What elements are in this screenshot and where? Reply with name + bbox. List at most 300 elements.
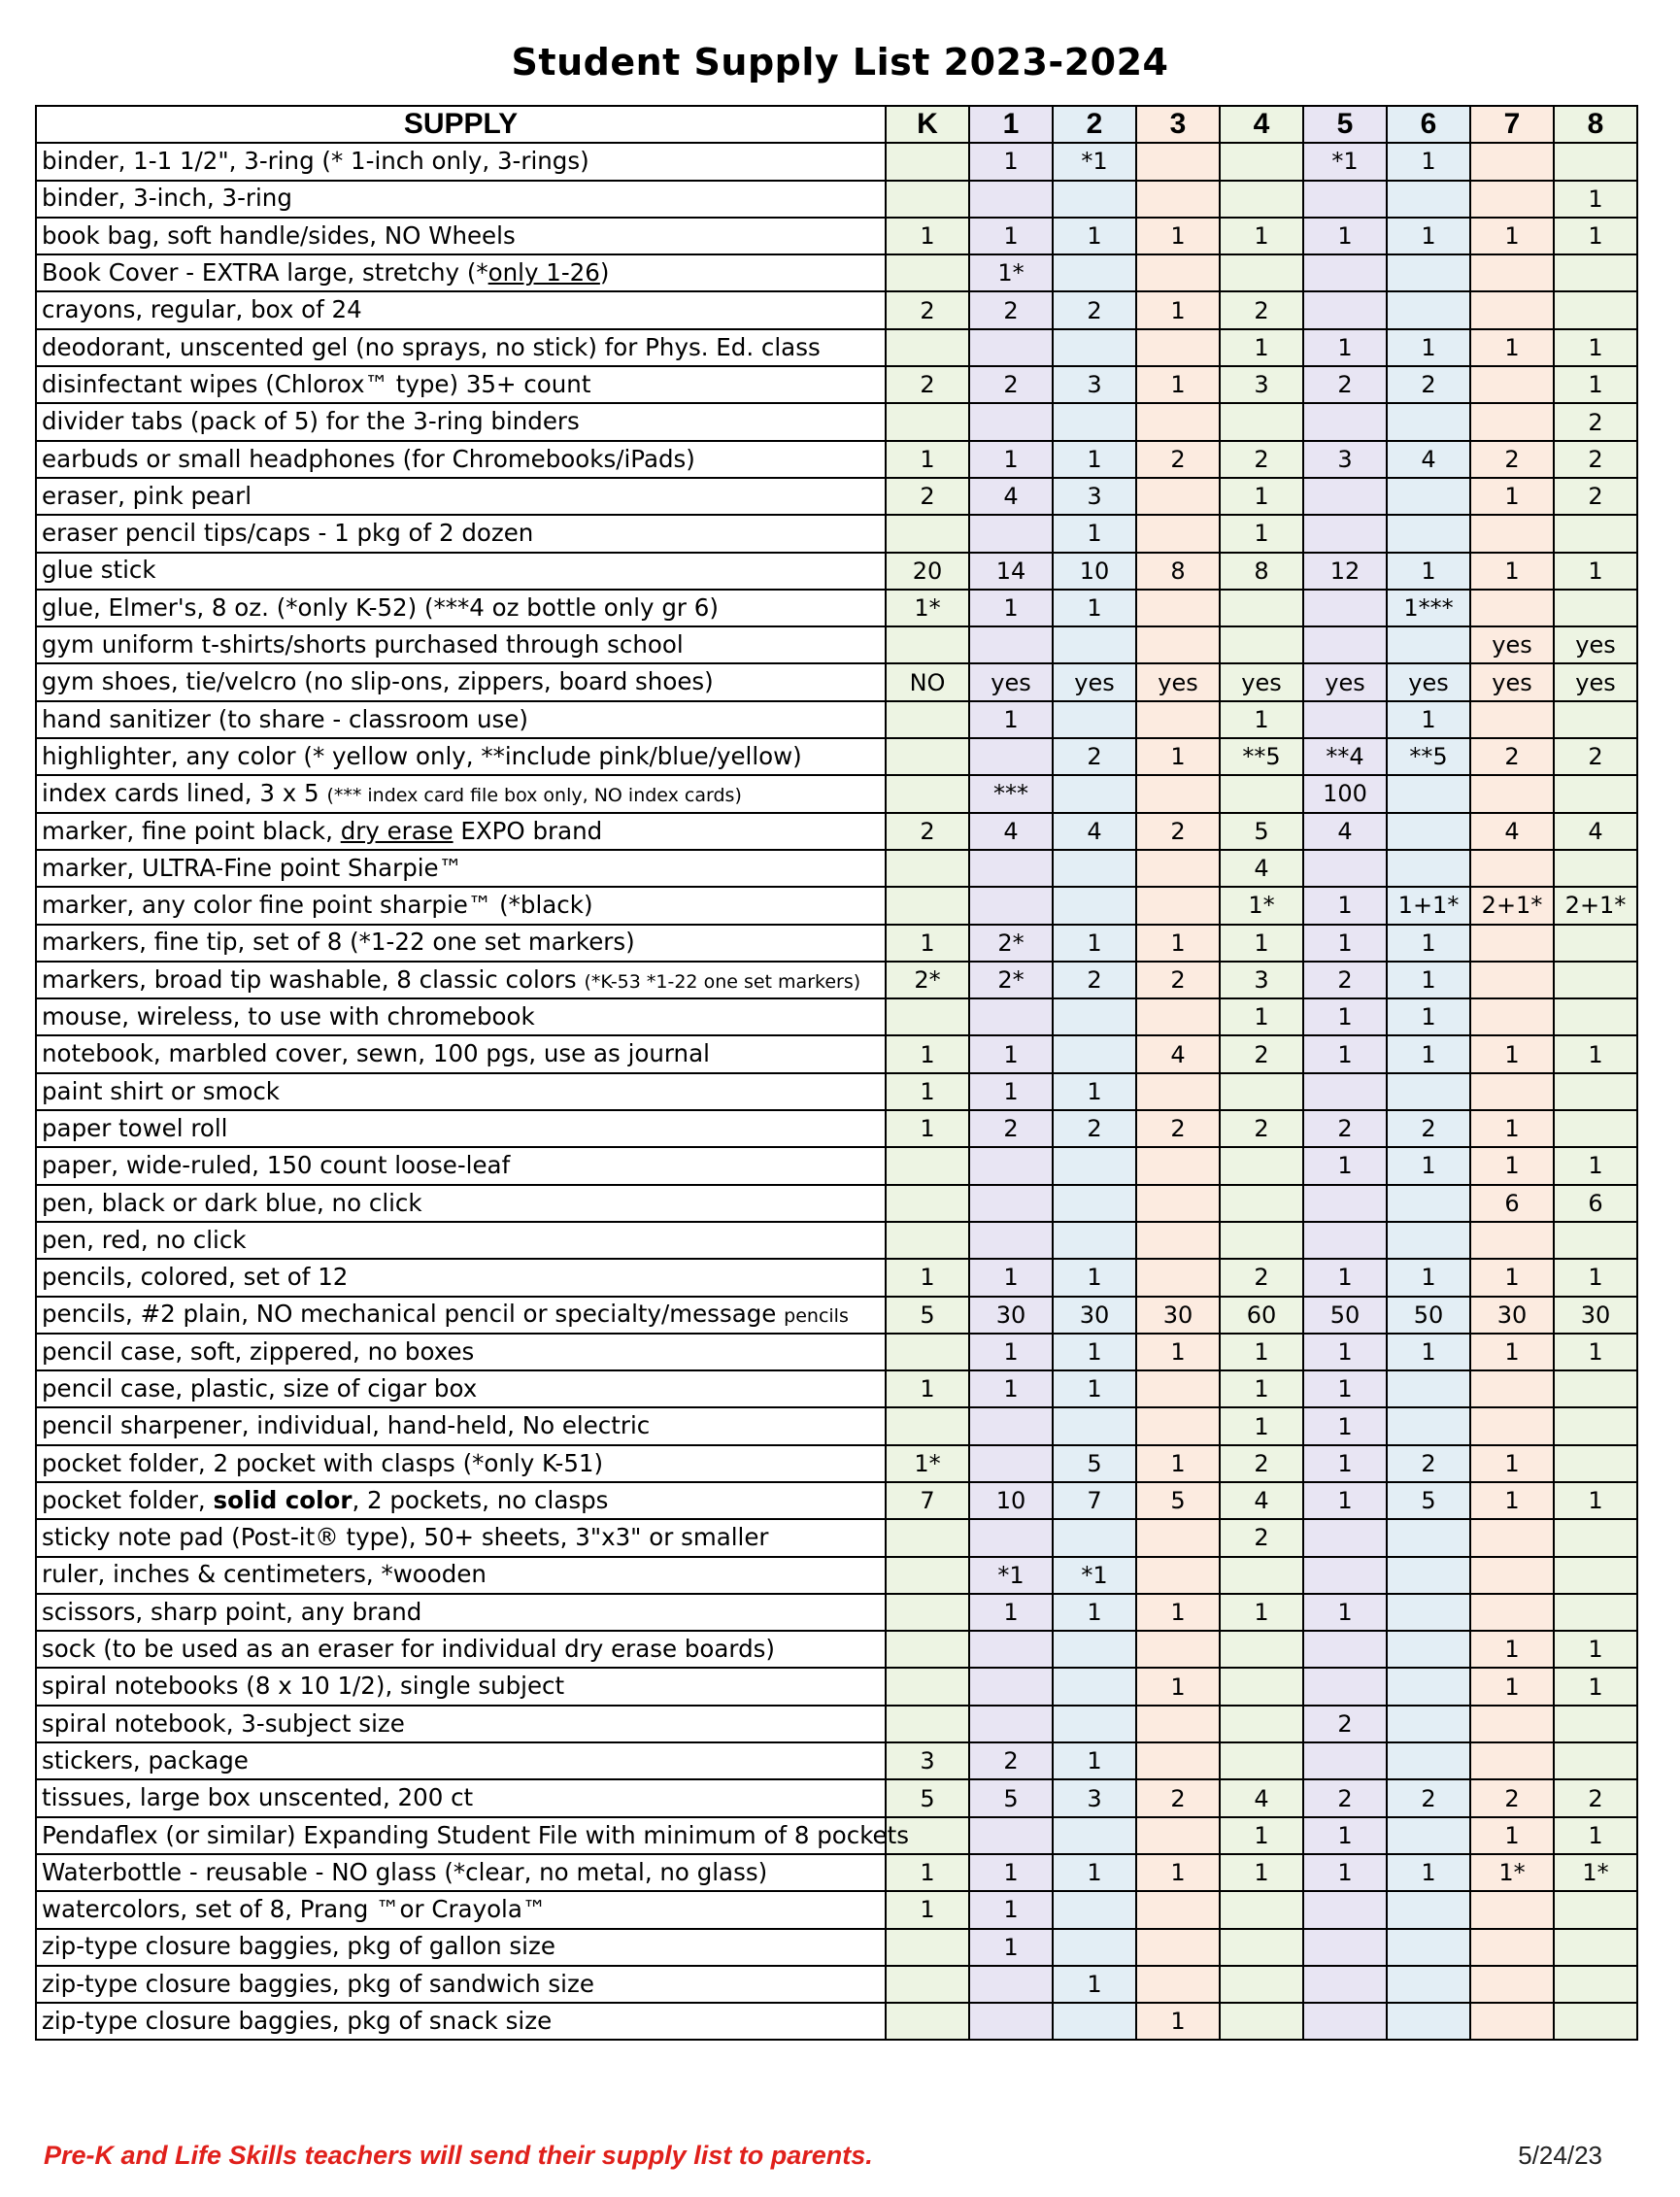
quantity-cell: 1 <box>1387 701 1470 738</box>
quantity-cell: 1 <box>1303 1370 1387 1407</box>
quantity-cell <box>1387 1370 1470 1407</box>
supply-item <box>36 1035 886 1072</box>
table-row <box>36 1966 1637 2003</box>
supply-item-text: paint shirt or smock <box>42 1076 280 1105</box>
quantity-cell <box>1387 1891 1470 1928</box>
quantity-cell <box>1303 291 1387 328</box>
quantity-cell <box>1554 1966 1637 2003</box>
quantity-cell: 5 <box>1220 813 1303 850</box>
quantity-cell <box>1470 1557 1554 1594</box>
table-row <box>36 1073 1637 1110</box>
quantity-cell: 2 <box>1220 291 1303 328</box>
quantity-cell: 1 <box>1303 1594 1387 1631</box>
quantity-cell: 1 <box>1220 1854 1303 1891</box>
quantity-cell: 1 <box>1470 1147 1554 1184</box>
supply-item-text: spiral notebooks (8 x 10 1/2), single subject <box>42 1672 565 1701</box>
quantity-cell <box>969 1631 1053 1668</box>
quantity-cell: 2 <box>1554 441 1637 478</box>
quantity-cell: 4 <box>1303 813 1387 850</box>
quantity-cell: 1 <box>1136 1854 1220 1891</box>
supply-item <box>36 1297 886 1334</box>
table-row <box>36 1891 1637 1928</box>
column-header-grade-6: 6 <box>1387 106 1470 143</box>
quantity-cell: 2 <box>1387 1779 1470 1816</box>
quantity-cell <box>1470 1370 1554 1407</box>
quantity-cell <box>1470 515 1554 552</box>
quantity-cell: yes <box>1136 663 1220 700</box>
quantity-cell <box>969 1185 1053 1222</box>
supply-item-text: tissues, large box unscented, 200 ct <box>42 1783 474 1812</box>
quantity-cell <box>1136 1706 1220 1742</box>
quantity-cell <box>1303 1185 1387 1222</box>
quantity-cell <box>1387 515 1470 552</box>
quantity-cell: 1 <box>1470 553 1554 590</box>
quantity-cell <box>1053 1631 1136 1668</box>
supply-item-text: eraser, pink pearl <box>42 481 252 510</box>
quantity-cell: 1 <box>1470 1035 1554 1072</box>
quantity-cell <box>1220 1668 1303 1705</box>
supply-item-text: paper, wide-ruled, 150 count loose-leaf <box>42 1151 511 1180</box>
supply-item-text: Pendaflex (or similar) Expanding Student File with minimum of 8 pockets <box>42 1820 910 1849</box>
quantity-cell <box>969 998 1053 1035</box>
quantity-cell <box>1470 775 1554 812</box>
table-row <box>36 403 1637 440</box>
quantity-cell: NO <box>886 663 969 700</box>
quantity-cell <box>1387 1073 1470 1110</box>
quantity-cell <box>1136 1817 1220 1854</box>
quantity-cell <box>1053 181 1136 218</box>
quantity-cell <box>969 1147 1053 1184</box>
quantity-cell: 1 <box>1470 1482 1554 1519</box>
table-row <box>36 1854 1637 1891</box>
quantity-cell: 1 <box>1470 478 1554 515</box>
quantity-cell: 1 <box>1303 1259 1387 1296</box>
quantity-cell: **5 <box>1220 738 1303 775</box>
quantity-cell: 8 <box>1220 553 1303 590</box>
supply-item <box>36 2003 886 2040</box>
quantity-cell <box>886 850 969 887</box>
quantity-cell <box>1136 1073 1220 1110</box>
quantity-cell: 1 <box>886 218 969 254</box>
table-row <box>36 1929 1637 1966</box>
quantity-cell: yes <box>1220 663 1303 700</box>
quantity-cell: yes <box>1470 626 1554 663</box>
supply-item-text: pencils, colored, set of 12 <box>42 1263 349 1292</box>
table-row <box>36 254 1637 291</box>
quantity-cell <box>1220 181 1303 218</box>
quantity-cell: 1 <box>1053 1370 1136 1407</box>
quantity-cell <box>1554 1929 1637 1966</box>
quantity-cell <box>886 1519 969 1556</box>
quantity-cell: 4 <box>1220 1779 1303 1816</box>
supply-item <box>36 925 886 962</box>
quantity-cell <box>1053 329 1136 366</box>
quantity-cell <box>1554 1370 1637 1407</box>
quantity-cell: 1 <box>969 1594 1053 1631</box>
quantity-cell: yes <box>1387 663 1470 700</box>
quantity-cell: 1 <box>969 1259 1053 1296</box>
quantity-cell: 2 <box>1554 478 1637 515</box>
supply-item-text: eraser pencil tips/caps - 1 pkg of 2 dozen <box>42 519 534 548</box>
table-row <box>36 1631 1637 1668</box>
quantity-cell: 1 <box>1554 1035 1637 1072</box>
table-row <box>36 1407 1637 1444</box>
quantity-cell <box>1053 1407 1136 1444</box>
quantity-cell: 1 <box>886 1110 969 1147</box>
supply-item <box>36 553 886 590</box>
quantity-cell: 1 <box>1220 329 1303 366</box>
supply-item <box>36 218 886 254</box>
quantity-cell <box>969 738 1053 775</box>
quantity-cell: 1 <box>1387 329 1470 366</box>
quantity-cell <box>1303 590 1387 626</box>
quantity-cell: 12 <box>1303 553 1387 590</box>
quantity-cell: 1 <box>1220 1334 1303 1370</box>
quantity-cell: 1 <box>1220 1407 1303 1444</box>
table-row <box>36 553 1637 590</box>
supply-item <box>36 1407 886 1444</box>
quantity-cell: 1 <box>1220 1817 1303 1854</box>
quantity-cell <box>1554 775 1637 812</box>
table-row <box>36 775 1637 812</box>
quantity-cell: 1* <box>1554 1854 1637 1891</box>
quantity-cell <box>969 1222 1053 1259</box>
quantity-cell: 2 <box>1220 1110 1303 1147</box>
supply-item <box>36 738 886 775</box>
quantity-cell <box>886 738 969 775</box>
quantity-cell <box>1387 1519 1470 1556</box>
quantity-cell: 1 <box>1470 1445 1554 1482</box>
quantity-cell: 1 <box>1303 1854 1387 1891</box>
supply-item-text: notebook, marbled cover, sewn, 100 pgs, use as journal <box>42 1039 710 1068</box>
supply-item <box>36 1557 886 1594</box>
table-row <box>36 1817 1637 1854</box>
quantity-cell: 1 <box>1303 1482 1387 1519</box>
quantity-cell: 1 <box>1554 1631 1637 1668</box>
quantity-cell <box>1387 626 1470 663</box>
quantity-cell: 1 <box>1554 329 1637 366</box>
quantity-cell: 2+1* <box>1554 887 1637 924</box>
supply-item-text: highlighter, any color (* yellow only, **include pink/blue/yellow) <box>42 741 802 770</box>
quantity-cell <box>1136 1147 1220 1184</box>
table-row <box>36 1334 1637 1370</box>
quantity-cell <box>1220 590 1303 626</box>
quantity-cell: 1 <box>969 1073 1053 1110</box>
quantity-cell <box>1136 254 1220 291</box>
quantity-cell: 7 <box>1053 1482 1136 1519</box>
quantity-cell: 2 <box>969 291 1053 328</box>
quantity-cell: 1 <box>969 1370 1053 1407</box>
quantity-cell <box>886 1185 969 1222</box>
quantity-cell: 2 <box>1136 813 1220 850</box>
supply-item <box>36 626 886 663</box>
quantity-cell <box>969 626 1053 663</box>
column-header-grade-7: 7 <box>1470 106 1554 143</box>
supply-item <box>36 143 886 180</box>
quantity-cell: 2 <box>1554 738 1637 775</box>
quantity-cell: 5 <box>886 1779 969 1816</box>
column-header-supply: SUPPLY <box>36 106 886 143</box>
quantity-cell <box>1470 998 1554 1035</box>
quantity-cell <box>1470 850 1554 887</box>
quantity-cell: 1 <box>1053 1594 1136 1631</box>
supply-item <box>36 1817 910 1854</box>
quantity-cell: 3 <box>1220 366 1303 403</box>
supply-item <box>36 329 886 366</box>
quantity-cell: 2 <box>1554 1779 1637 1816</box>
quantity-cell <box>1303 515 1387 552</box>
quantity-cell: 5 <box>969 1779 1053 1816</box>
quantity-cell: 2 <box>1136 441 1220 478</box>
quantity-cell <box>1470 1073 1554 1110</box>
quantity-cell: 100 <box>1303 775 1387 812</box>
supply-item-text: pencils <box>784 1305 849 1328</box>
table-row <box>36 143 1637 180</box>
quantity-cell: 4 <box>1053 813 1136 850</box>
quantity-cell: 2 <box>1470 738 1554 775</box>
quantity-cell <box>1387 1817 1470 1854</box>
quantity-cell: 1 <box>1053 1966 1136 2003</box>
supply-item <box>36 663 886 700</box>
supply-item <box>36 403 886 440</box>
quantity-cell: 1 <box>1220 1594 1303 1631</box>
quantity-cell <box>1136 887 1220 924</box>
quantity-cell <box>1220 1742 1303 1779</box>
table-row <box>36 291 1637 328</box>
supply-item-text: spiral notebook, 3-subject size <box>42 1708 405 1738</box>
quantity-cell: 1* <box>886 590 969 626</box>
quantity-cell <box>886 181 969 218</box>
quantity-cell: 5 <box>1053 1445 1136 1482</box>
quantity-cell: 1 <box>1053 515 1136 552</box>
quantity-cell <box>969 181 1053 218</box>
supply-item <box>36 441 886 478</box>
quantity-cell: 1 <box>1554 218 1637 254</box>
table-row <box>36 366 1637 403</box>
quantity-cell <box>1220 1185 1303 1222</box>
supply-item <box>36 1334 886 1370</box>
quantity-cell <box>1136 701 1220 738</box>
quantity-cell: 2 <box>1554 403 1637 440</box>
quantity-cell <box>1470 1742 1554 1779</box>
quantity-cell <box>1303 403 1387 440</box>
quantity-cell <box>1220 1557 1303 1594</box>
quantity-cell <box>1303 1519 1387 1556</box>
table-row <box>36 1185 1637 1222</box>
quantity-cell <box>1470 1222 1554 1259</box>
quantity-cell: 2 <box>1387 1445 1470 1482</box>
quantity-cell <box>1470 143 1554 180</box>
quantity-cell: yes <box>969 663 1053 700</box>
supply-item <box>36 1668 886 1705</box>
quantity-cell: 2 <box>1136 962 1220 998</box>
quantity-cell: 2* <box>886 962 969 998</box>
quantity-cell: 2 <box>1303 1779 1387 1816</box>
quantity-cell: 2 <box>1303 366 1387 403</box>
table-row <box>36 1147 1637 1184</box>
quantity-cell: yes <box>1053 663 1136 700</box>
supply-item-text: ruler, inches & centimeters, *wooden <box>42 1560 487 1589</box>
quantity-cell <box>1470 181 1554 218</box>
quantity-cell <box>969 1706 1053 1742</box>
quantity-cell <box>1470 254 1554 291</box>
quantity-cell: 3 <box>1220 962 1303 998</box>
supply-item-text: marker, fine point black, <box>42 816 341 845</box>
supply-item <box>36 1073 886 1110</box>
quantity-cell: 1 <box>1303 925 1387 962</box>
quantity-cell <box>1053 887 1136 924</box>
quantity-cell <box>1136 329 1220 366</box>
quantity-cell: 1 <box>1136 1334 1220 1370</box>
quantity-cell <box>1136 775 1220 812</box>
quantity-cell <box>1220 1147 1303 1184</box>
quantity-cell: 1 <box>969 441 1053 478</box>
table-row <box>36 590 1637 626</box>
supply-item <box>36 850 886 887</box>
quantity-cell <box>1136 626 1220 663</box>
supply-item-text: (*** index card file box only, NO index cards) <box>326 785 742 807</box>
quantity-cell: 1 <box>1470 1334 1554 1370</box>
quantity-cell: 1 <box>886 1035 969 1072</box>
quantity-cell: 4 <box>969 478 1053 515</box>
quantity-cell <box>1053 1185 1136 1222</box>
quantity-cell <box>1554 1110 1637 1147</box>
quantity-cell <box>1136 181 1220 218</box>
quantity-cell <box>1136 1966 1220 2003</box>
quantity-cell <box>1220 1929 1303 1966</box>
quantity-cell: yes <box>1470 663 1554 700</box>
quantity-cell: 1* <box>1220 887 1303 924</box>
page-title: Student Supply List 2023-2024 <box>511 41 1169 84</box>
header-row <box>36 106 1637 143</box>
supply-item-text: only 1-26 <box>487 258 600 287</box>
quantity-cell: 1 <box>1470 1817 1554 1854</box>
quantity-cell: 4 <box>1387 441 1470 478</box>
quantity-cell: 1 <box>1136 1668 1220 1705</box>
quantity-cell: 1 <box>1387 218 1470 254</box>
table-row <box>36 2003 1637 2040</box>
quantity-cell: 1 <box>1554 366 1637 403</box>
quantity-cell: 1 <box>1220 478 1303 515</box>
quantity-cell: 1 <box>1554 181 1637 218</box>
supply-item <box>36 1259 886 1296</box>
quantity-cell: 1 <box>969 701 1053 738</box>
quantity-cell <box>886 2003 969 2040</box>
supply-item <box>36 1519 886 1556</box>
quantity-cell <box>1470 291 1554 328</box>
quantity-cell <box>969 1407 1053 1444</box>
quantity-cell: 6 <box>1554 1185 1637 1222</box>
quantity-cell <box>1053 850 1136 887</box>
table-row <box>36 998 1637 1035</box>
table-row <box>36 738 1637 775</box>
quantity-cell <box>1136 478 1220 515</box>
quantity-cell: 2 <box>1220 1445 1303 1482</box>
quantity-cell <box>886 626 969 663</box>
supply-item-text: markers, broad tip washable, 8 classic colors <box>42 964 585 994</box>
quantity-cell: 1 <box>969 1891 1053 1928</box>
supply-item-text: marker, any color fine point sharpie™ (*black) <box>42 891 593 920</box>
quantity-cell: 1 <box>1554 1334 1637 1370</box>
quantity-cell <box>1053 403 1136 440</box>
supply-item-text: EXPO brand <box>453 816 603 845</box>
supply-item-text: paper towel roll <box>42 1113 228 1142</box>
quantity-cell <box>1387 1222 1470 1259</box>
supply-item-text: hand sanitizer (to share - classroom use) <box>42 704 528 733</box>
quantity-cell <box>969 850 1053 887</box>
supply-item-text: zip-type closure baggies, pkg of sandwich size <box>42 1969 594 1998</box>
quantity-cell <box>969 329 1053 366</box>
quantity-cell <box>1136 1222 1220 1259</box>
supply-item-text: zip-type closure baggies, pkg of snack size <box>42 2007 553 2036</box>
quantity-cell: 1 <box>1220 701 1303 738</box>
supply-item-text: pen, black or dark blue, no click <box>42 1188 422 1217</box>
quantity-cell <box>1053 701 1136 738</box>
quantity-cell <box>1053 254 1136 291</box>
column-header-grade-5: 5 <box>1303 106 1387 143</box>
table-row <box>36 887 1637 924</box>
table-row <box>36 1222 1637 1259</box>
supply-item <box>36 1706 886 1742</box>
quantity-cell <box>1053 1519 1136 1556</box>
supply-item <box>36 590 886 626</box>
quantity-cell: 14 <box>969 553 1053 590</box>
quantity-cell: 1* <box>969 254 1053 291</box>
quantity-cell <box>1554 1519 1637 1556</box>
quantity-cell: 2+1* <box>1470 887 1554 924</box>
supply-item <box>36 1370 886 1407</box>
quantity-cell <box>1136 850 1220 887</box>
quantity-cell <box>1136 1557 1220 1594</box>
quantity-cell <box>1554 590 1637 626</box>
quantity-cell: 1 <box>1303 887 1387 924</box>
quantity-cell <box>1554 515 1637 552</box>
supply-item <box>36 1891 886 1928</box>
quantity-cell <box>1554 1706 1637 1742</box>
column-header-grade-k: K <box>886 106 969 143</box>
quantity-cell <box>1136 1929 1220 1966</box>
quantity-cell: 1 <box>969 143 1053 180</box>
quantity-cell <box>1554 1594 1637 1631</box>
quantity-cell: 2 <box>1470 1779 1554 1816</box>
quantity-cell: 1+1* <box>1387 887 1470 924</box>
quantity-cell: 3 <box>1303 441 1387 478</box>
quantity-cell: 1 <box>1136 291 1220 328</box>
quantity-cell: 2 <box>969 1110 1053 1147</box>
quantity-cell <box>886 1966 969 2003</box>
quantity-cell <box>969 1817 1053 1854</box>
quantity-cell: 1 <box>1554 1668 1637 1705</box>
quantity-cell: 1 <box>1470 1631 1554 1668</box>
table-row <box>36 1557 1637 1594</box>
quantity-cell: 1 <box>886 1370 969 1407</box>
table-row <box>36 626 1637 663</box>
quantity-cell: 1 <box>1303 1147 1387 1184</box>
table-row <box>36 1594 1637 1631</box>
quantity-cell: 1 <box>1220 515 1303 552</box>
quantity-cell: 30 <box>1470 1297 1554 1334</box>
quantity-cell <box>1053 1929 1136 1966</box>
quantity-cell <box>1387 1966 1470 2003</box>
quantity-cell: 1 <box>1303 1035 1387 1072</box>
table-row <box>36 1110 1637 1147</box>
quantity-cell <box>886 254 969 291</box>
table-row <box>36 701 1637 738</box>
quantity-cell <box>1136 1407 1220 1444</box>
quantity-cell <box>1387 1407 1470 1444</box>
quantity-cell <box>1220 1073 1303 1110</box>
quantity-cell <box>1053 775 1136 812</box>
